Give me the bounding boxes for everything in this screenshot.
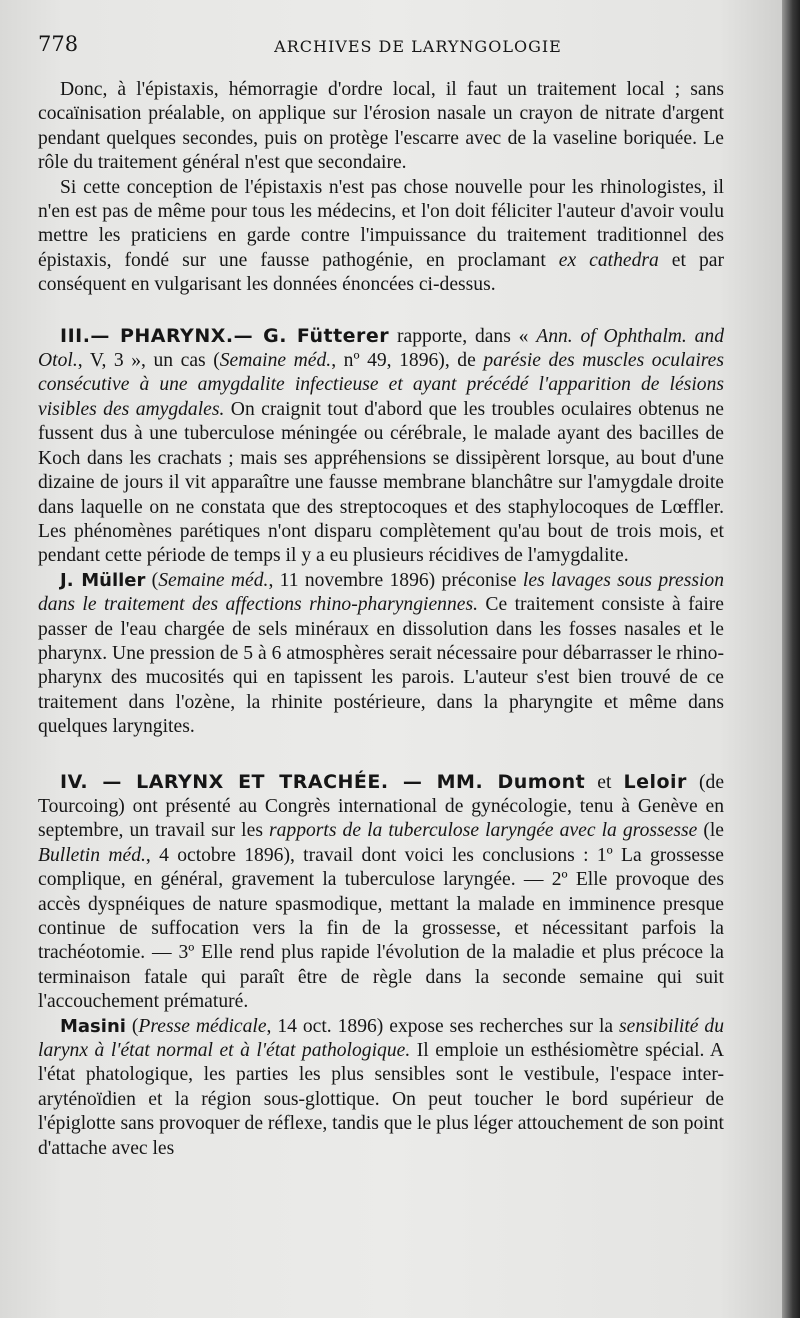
author-name: J. Müller bbox=[60, 569, 146, 591]
paragraph-epistaxis-treatment: Donc, à l'épistaxis, hémorragie d'ordre local, il faut un traitement local ; sans cocaïnisation préalable, on applique sur l'érosion nasale un crayon de nitrate d'argent pendant quelques secondes, puis on protège l'escarre avec de la vaseline boriquée. Le rôle du traitement général n'est que secondaire. bbox=[38, 79, 724, 174]
page-number: 778 bbox=[38, 32, 79, 56]
section-heading-larynx: IV. — LARYNX ET TRACHÉE. — MM. Dumont bbox=[60, 770, 586, 793]
paragraph-epistaxis-commentary: Si cette conception de l'épistaxis n'est pas chose nouvelle pour les rhinologistes, il n'en est pas de même pour tous les médecins, et l'on doit féliciter l'auteur d'avoir voulu mettre les praticiens en garde contre l'impuissance du traitement traditionnel des épistaxis, fondé sur une fausse pathogénie, en proclamant ex cathedra et par conséquent en vulgarisant les données énoncées ci-dessus. bbox=[38, 176, 724, 296]
section-pharynx: III.— PHARYNX.— G. Fütterer rapporte, dans « Ann. of Ophthalm. and Otol., V, 3 », un cas (Semaine méd., nº 49, 1896), de parésie des muscles oculaires consécutive à une amygdalite infectieuse et ayant précédé l'apparition de lésions visibles des amygdales. On craignit tout d'abord que les troubles oculaires obtenus ne fussent dus à une tuberculose méningée ou cérébrale, le malade ayant des bacilles de Koch dans les crachats ; mais ses appréhensions se dissipèrent lorsque, au bout d'une dizaine de jours il vit apparaître une fausse membrane blanchâtre sur l'amygdale droite dans laquelle on ne constata que des streptocoques et des staphylocoques de Lœffler. Les phénomènes parétiques n'ont disparu complètement qu'au bout de trois mois, et pendant cette période de temps il y a eu plusieurs récidives de l'amygdalite. bbox=[38, 324, 725, 567]
author-name: Leloir bbox=[623, 770, 687, 793]
section-larynx-trachea: IV. — LARYNX ET TRACHÉE. — MM. Dumont et Leloir (de Tourcoing) ont présenté au Congrès international de gynécologie, tenu à Genève en septembre, un travail sur les rapports de la tuberculose laryngée avec la grossesse (le Bulletin méd., 4 octobre 1896), travail dont voici les conclusions : 1º La grossesse complique, en général, gravement la tuberculose laryngée. — 2º Elle provoque des accès dyspnéiques de nature spasmodique, mettant la malade en imminence presque continue de suffocation vers la fin de la grossesse, et nécessitant parfois la trachéotomie. — 3º Elle rend plus rapide l'évolution de la maladie et plus précoce la terminaison fatale qui paraît être de règle dans la seconde semaine qui suit l'accouchement prématuré. bbox=[38, 770, 725, 1013]
author-name: Masini bbox=[60, 1015, 126, 1037]
running-head: ARCHIVES DE LARYNGOLOGIE bbox=[274, 37, 562, 56]
section-heading-pharynx: III.— PHARYNX.— G. Fütterer bbox=[60, 324, 390, 347]
paragraph-muller: J. Müller (Semaine méd., 11 novembre 1896) préconise les lavages sous pression dans le traitement des affections rhino-pharyngiennes. Ce traitement consiste à faire passer de l'eau chargée de sels minéraux en dissolution dans les fosses nasales et le pharynx. Une pression de 5 à 6 atmosphères serait nécessaire pour débarrasser le rhino-pharynx des mucosités qui en tapissent les parois. L'auteur s'est bien trouvé de ce traitement dans l'ozène, la rhinite postérieure, dans la pharyngite et même dans quelques laryngites. bbox=[38, 569, 724, 738]
page-edge-shadow bbox=[782, 0, 800, 1318]
paragraph-masini: Masini (Presse médicale, 14 oct. 1896) expose ses recherches sur la sensibilité du larynx à l'état normal et à l'état pathologique. Il emploie un esthésiomètre spécial. A l'état phatologique, les parties les plus sensibles sont le vestibule, l'espace inter-aryténoïdien et la région sous-glottique. On peut toucher le bord supérieur de l'épiglotte sans provoquer de réflexe, tandis que le plus léger attouchement de son point d'attache avec les bbox=[38, 1015, 724, 1159]
body-text bbox=[38, 78, 724, 1161]
